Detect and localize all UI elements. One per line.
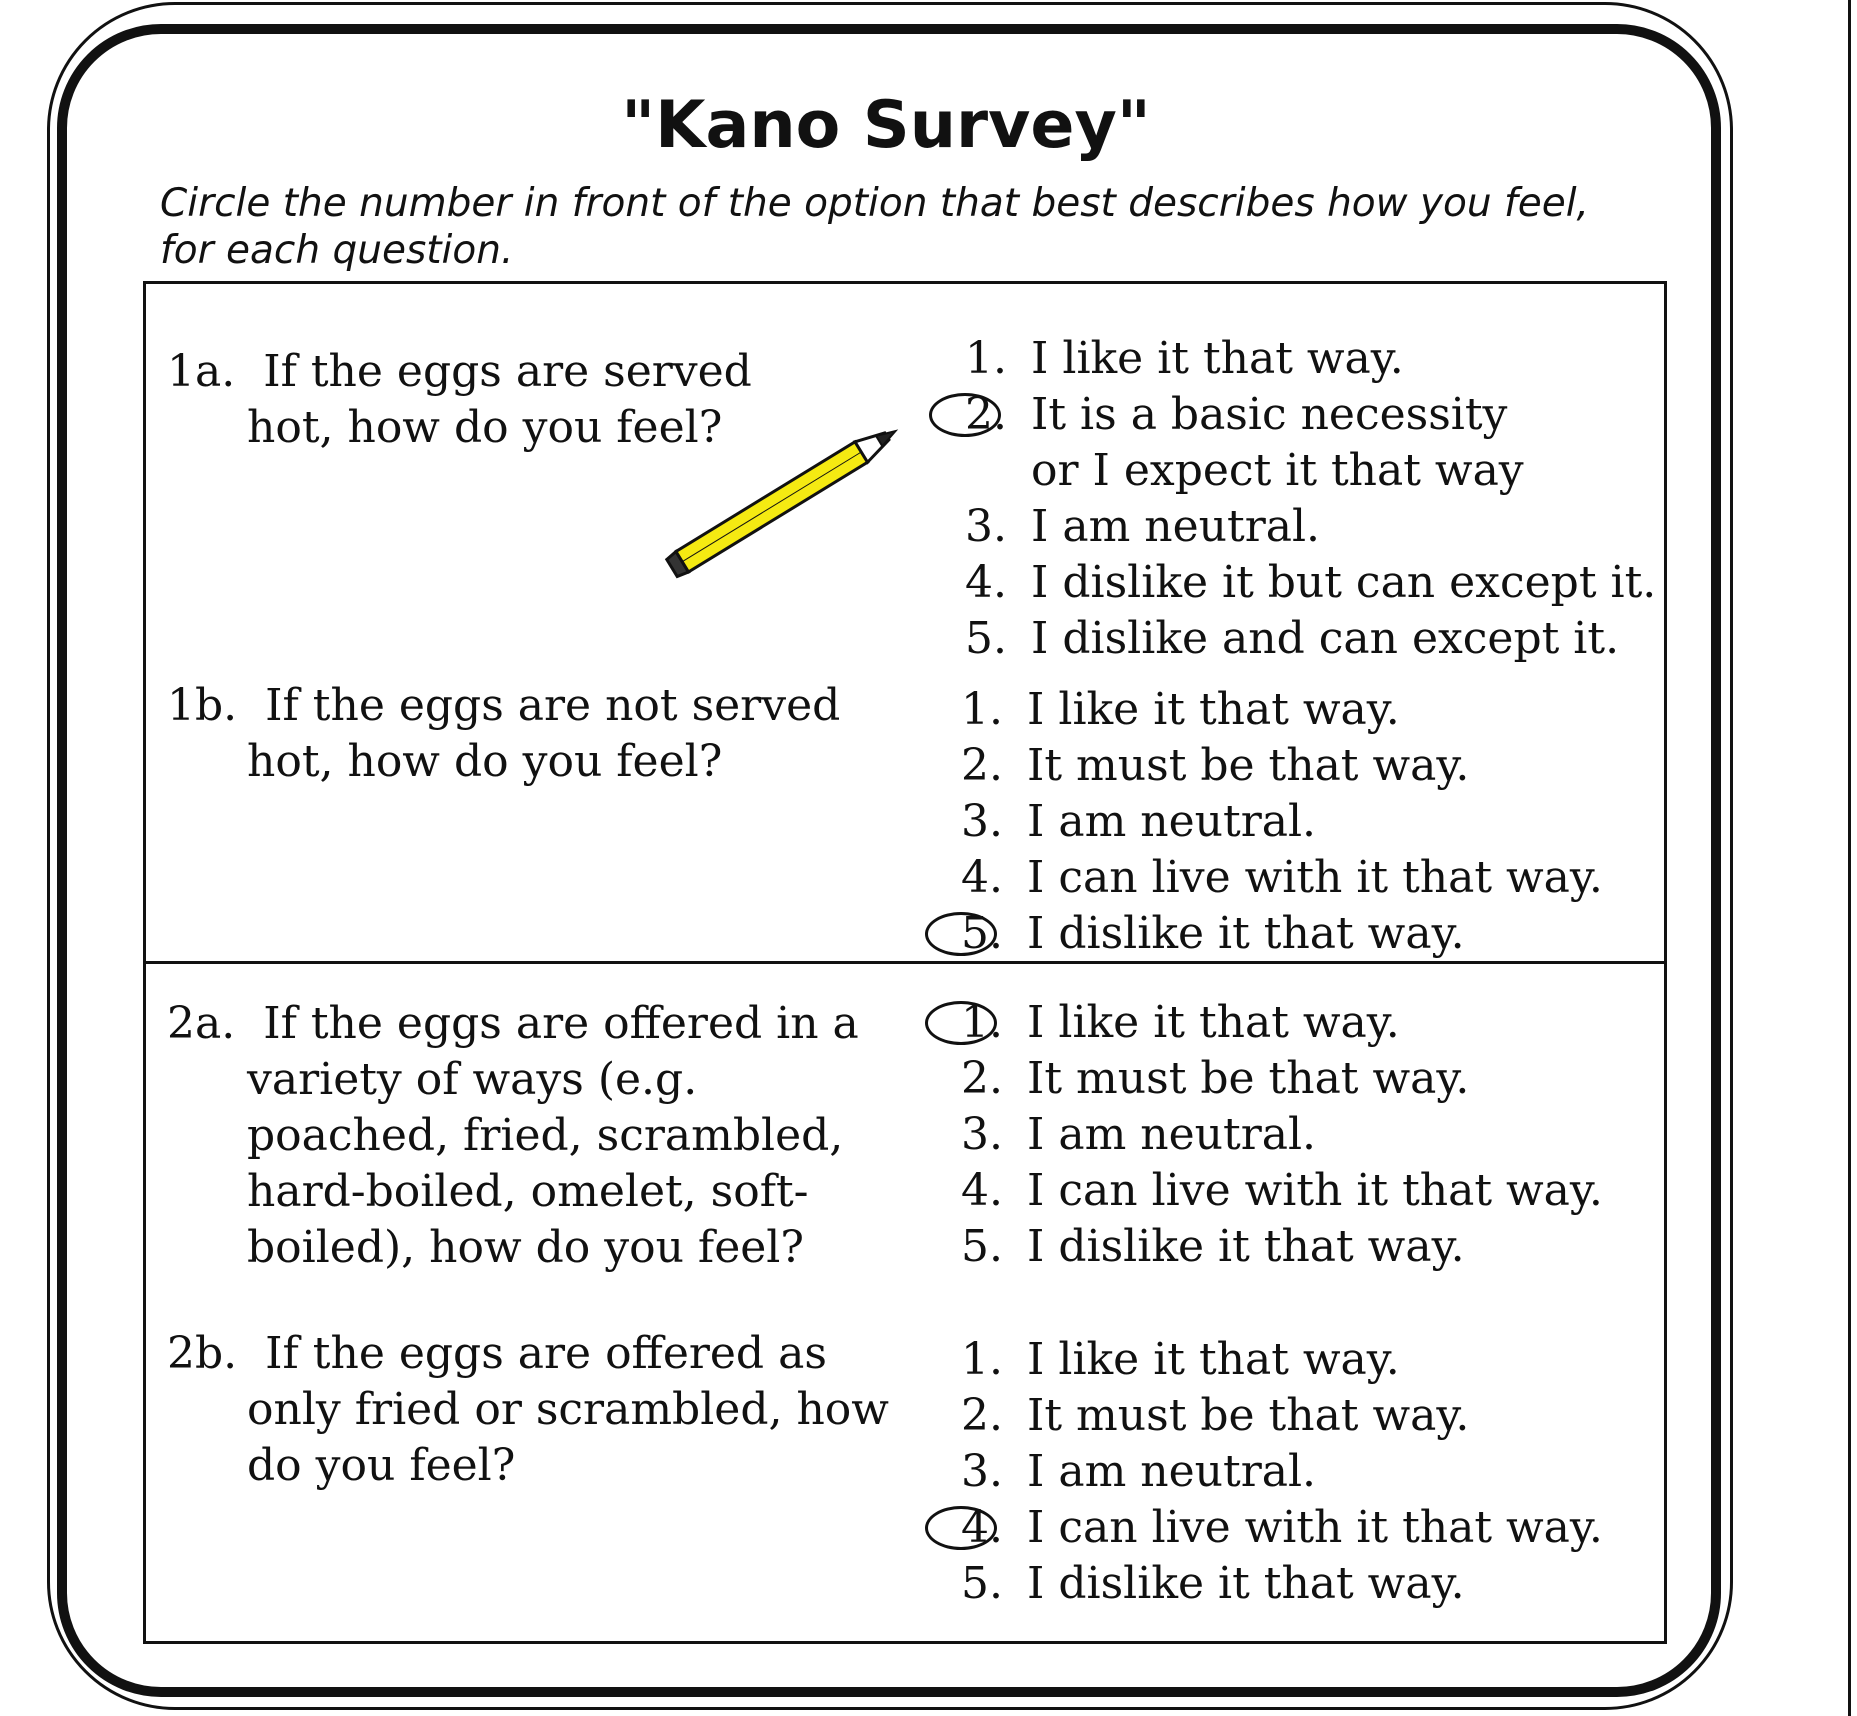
question-number: 1b. (167, 680, 238, 731)
option-label: I like it that way. (1031, 333, 1404, 384)
option-1b-4[interactable] (961, 850, 1603, 906)
option-label: I can live with it that way. (1027, 1165, 1603, 1216)
option-number: 3. (961, 1446, 1003, 1497)
option-number: 1. (965, 333, 1007, 384)
option-number: 1. (961, 995, 1027, 1051)
question-text-line: only fried or scrambled, how (247, 1384, 889, 1435)
option-number: 2. (961, 1390, 1003, 1441)
option-number: 5. (961, 906, 1027, 962)
option-number: 4. (961, 1165, 1003, 1216)
option-number: 3. (961, 796, 1003, 847)
option-label: I am neutral. (1027, 796, 1317, 847)
question-text-line: If the eggs are served (263, 346, 752, 397)
question-text-line: hot, how do you feel? (247, 736, 723, 787)
option-number: 3. (961, 1109, 1003, 1160)
option-2a-1[interactable] (961, 995, 1603, 1051)
instructions-line-2: for each question. (160, 228, 514, 273)
option-1b-2[interactable] (961, 738, 1603, 794)
option-1a-2[interactable] (965, 387, 1656, 443)
question-text-line: poached, fried, scrambled, (247, 1110, 844, 1161)
question-text-line: variety of ways (e.g. (247, 1054, 698, 1105)
option-number: 5. (961, 1221, 1003, 1272)
option-label: I can live with it that way. (1027, 1502, 1603, 1553)
question-text-line: hot, how do you feel? (247, 402, 723, 453)
option-2b-3[interactable] (961, 1444, 1603, 1500)
option-label: It must be that way. (1027, 1053, 1470, 1104)
option-number: 4. (961, 1500, 1027, 1556)
option-label: I can live with it that way. (1027, 852, 1603, 903)
option-label: I dislike it but can except it. (1031, 557, 1657, 608)
option-number: 1. (961, 1334, 1003, 1385)
option-label: I dislike it that way. (1027, 908, 1465, 959)
question-1a (167, 344, 752, 456)
option-number: 1. (961, 684, 1003, 735)
option-label: It must be that way. (1027, 740, 1470, 791)
page-edge-line (1848, 0, 1851, 1716)
option-1a-4[interactable] (965, 555, 1656, 611)
option-2b-2[interactable] (961, 1388, 1603, 1444)
options-2b (961, 1332, 1603, 1612)
option-label: I like it that way. (1027, 684, 1400, 735)
option-1b-5[interactable] (961, 906, 1603, 962)
option-label: I like it that way. (1027, 997, 1400, 1048)
option-1b-3[interactable] (961, 794, 1603, 850)
option-number: 3. (965, 501, 1007, 552)
option-label: I dislike it that way. (1027, 1558, 1465, 1609)
option-label: I like it that way. (1027, 1334, 1400, 1385)
question-text-line: hard-boiled, omelet, soft- (247, 1166, 809, 1217)
option-label: It must be that way. (1027, 1390, 1470, 1441)
option-2b-5[interactable] (961, 1556, 1603, 1612)
question-number: 2a. (167, 998, 236, 1049)
option-label: I am neutral. (1027, 1446, 1317, 1497)
option-1a-1[interactable] (965, 331, 1656, 387)
option-2a-5[interactable] (961, 1219, 1603, 1275)
option-label: I dislike and can except it. (1031, 613, 1620, 664)
question-1b (167, 678, 840, 790)
question-text-line: If the eggs are not served (265, 680, 841, 731)
option-number: 2. (965, 387, 1031, 443)
option-label: I am neutral. (1027, 1109, 1317, 1160)
option-2b-4[interactable] (961, 1500, 1603, 1556)
option-2a-4[interactable] (961, 1163, 1603, 1219)
option-2a-3[interactable] (961, 1107, 1603, 1163)
question-text-line: If the eggs are offered as (265, 1328, 827, 1379)
option-label-continued: or I expect it that way (1031, 445, 1524, 496)
option-label: It is a basic necessity (1031, 389, 1508, 440)
options-1a (965, 331, 1656, 667)
question-text-line: boiled), how do you feel? (247, 1222, 804, 1273)
option-2a-2[interactable] (961, 1051, 1603, 1107)
option-label: I am neutral. (1031, 501, 1321, 552)
option-label: I dislike it that way. (1027, 1221, 1465, 1272)
survey-title: "Kano Survey" (621, 88, 1151, 163)
question-number: 1a. (167, 346, 236, 397)
option-number: 5. (965, 613, 1007, 664)
option-1a-3[interactable] (965, 499, 1656, 555)
option-number: 2. (961, 1053, 1003, 1104)
option-2b-1[interactable] (961, 1332, 1603, 1388)
option-number: 4. (961, 852, 1003, 903)
option-1a-5[interactable] (965, 611, 1656, 667)
question-text-line: do you feel? (247, 1440, 516, 1491)
instructions (160, 180, 1660, 274)
question-number: 2b. (167, 1328, 238, 1379)
question-2a (167, 996, 859, 1276)
options-2a (961, 995, 1603, 1275)
instructions-line-1: Circle the number in front of the option that best describes how you feel, (160, 181, 1589, 226)
options-1b (961, 682, 1603, 962)
option-number: 4. (965, 557, 1007, 608)
question-2b (167, 1326, 889, 1494)
option-1b-1[interactable] (961, 682, 1603, 738)
question-text-line: If the eggs are offered in a (263, 998, 859, 1049)
option-number: 5. (961, 1558, 1003, 1609)
option-number: 2. (961, 740, 1003, 791)
